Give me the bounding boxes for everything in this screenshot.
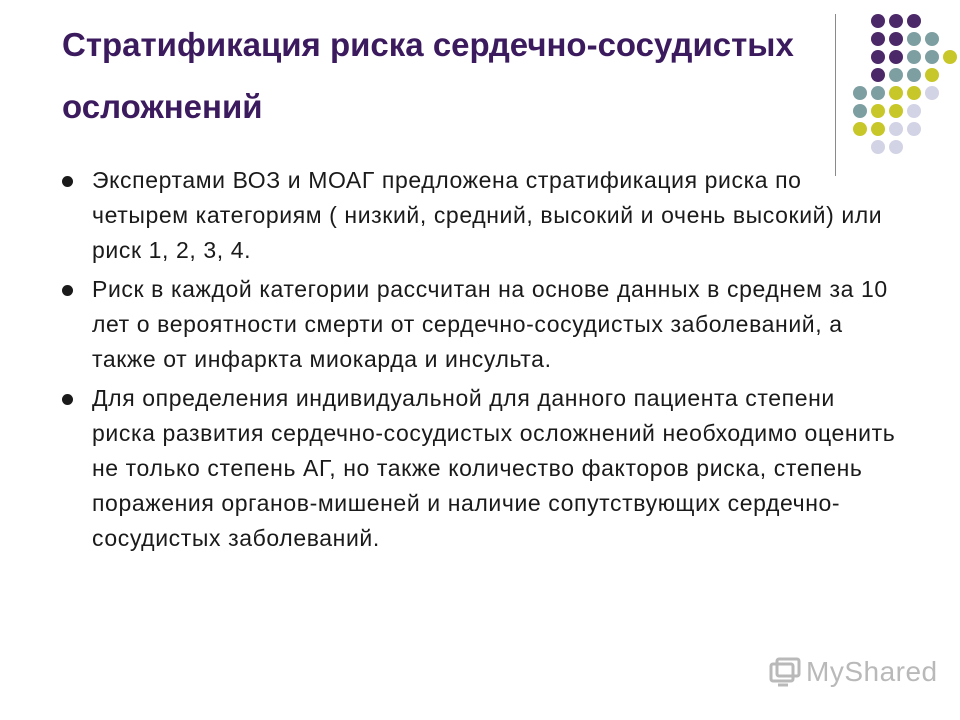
bullet-text: Для определения индивидуальной для данного пациента степени риска развития сердечно-сосудистых осложнений необходимо оценить не только степень АГ, но также количество факторов риска, степень поражения органов-мишеней и наличие сопутствующих сердечно-сосудистых заболеваний. [92,385,896,551]
slide-title: Стратификация риска сердечно-сосудистых осложнений [62,26,794,125]
decorative-dot [853,86,867,100]
decorative-dot [853,122,867,136]
decorative-dot [871,14,885,28]
bullet-marker [62,394,73,405]
decorative-dot [907,14,921,28]
title-divider-line [835,14,836,176]
decorative-dot [925,50,939,64]
bullet-text: Экспертами ВОЗ и МОАГ предложена стратификация риска по четырем категориям ( низкий, средний, высокий и очень высокий) или риск 1, 2, 3, 4. [92,167,883,263]
decorative-dot [871,50,885,64]
decorative-dot [907,50,921,64]
decorative-dot [871,32,885,46]
decorative-dot [871,86,885,100]
decorative-dot [907,32,921,46]
bullet-marker [62,176,73,187]
decorative-dot [889,32,903,46]
decorative-dot [925,68,939,82]
decorative-dot [889,50,903,64]
decorative-dot [889,140,903,154]
decorative-dot [907,122,921,136]
decorative-dot [853,104,867,118]
decorative-dot [871,140,885,154]
bullet-item [62,163,902,268]
decorative-dot [943,50,957,64]
decorative-dot [907,104,921,118]
decorative-dot [889,104,903,118]
decorative-dot [889,68,903,82]
decorative-dot [871,68,885,82]
bullet-marker [62,285,73,296]
myshared-watermark [768,655,938,689]
decorative-dot [889,122,903,136]
myshared-logo-icon [768,655,802,689]
decorative-dot [925,32,939,46]
bullet-item [62,272,902,377]
bullet-item [62,381,902,556]
watermark-text: MyShared [806,656,938,687]
decorative-dot [907,68,921,82]
bullet-list [62,163,902,560]
decorative-dot [889,86,903,100]
decorative-dot [871,104,885,118]
decorative-dot [907,86,921,100]
bullet-text: Риск в каждой категории рассчитан на основе данных в среднем за 10 лет о вероятности смерти от сердечно-сосудистых заболеваний, а также от инфаркта миокарда и инсульта. [92,276,888,372]
decorative-dot [889,14,903,28]
decorative-dot [871,122,885,136]
decorative-dot [925,86,939,100]
